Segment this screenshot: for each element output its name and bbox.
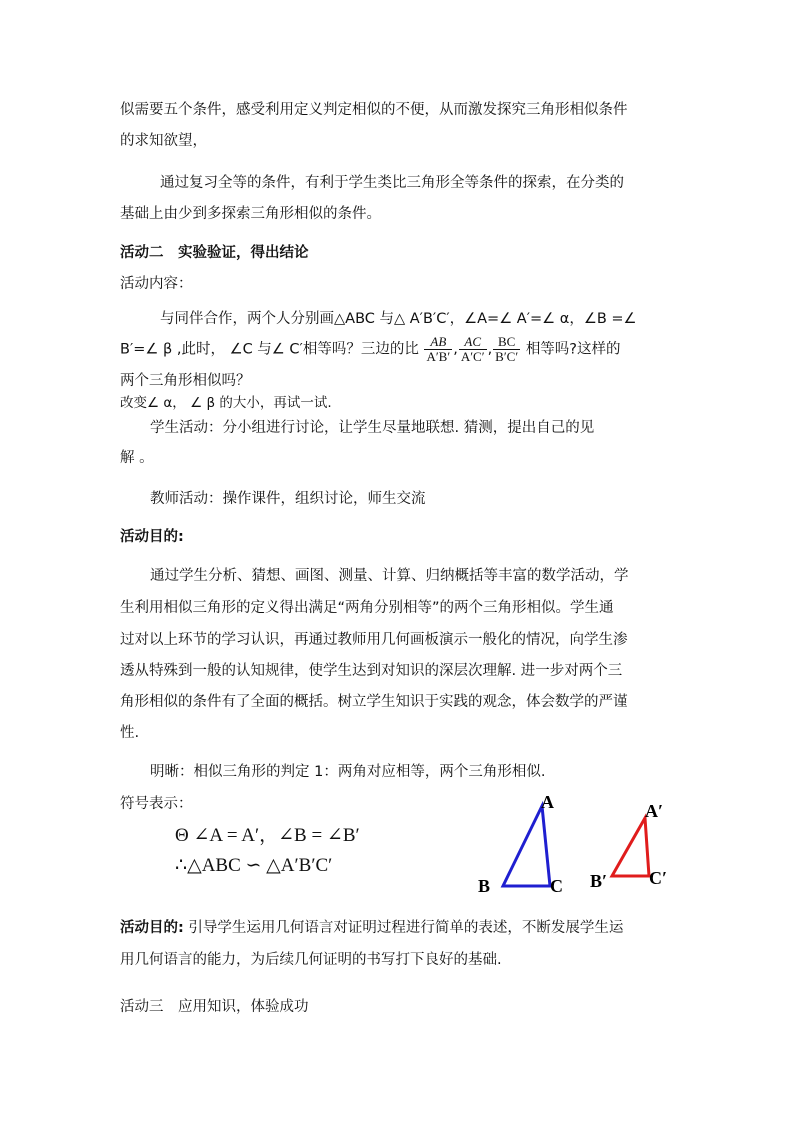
student-activity-line: 学生活动：分小组进行讨论，让学生尽量地联想. 猜测，提出自己的见 <box>150 420 595 436</box>
vertex-label-a-prime: A′ <box>645 801 664 821</box>
vertex-label-b: B <box>478 876 491 896</box>
vertex-label-b-prime: B′ <box>590 871 608 891</box>
goal2-line <box>120 918 623 938</box>
goal2-line: 用几何语言的能力，为后续几何证明的书写打下良好的基础. <box>120 952 502 968</box>
goal-line: 透从特殊到一般的认知规律，使学生达到对知识的深层次理解. 进一步对两个三 <box>120 663 623 679</box>
triangle-abc <box>503 806 550 886</box>
section-heading-activity2: 活动二 实验验证，得出结论 <box>120 245 309 261</box>
section-heading-activity3: 活动三 应用知识，体验成功 <box>120 999 309 1015</box>
text: 相等吗?这样的 <box>525 341 621 358</box>
goal-line: 角形相似的条件有了全面的概括。树立学生知识于实践的观念，体会数学的严谨 <box>120 694 628 710</box>
para-line: 与同伴合作，两个人分别画△ABC 与△ A′B′C′，∠A=∠ A′=∠ α，∠B =∠ <box>160 311 637 327</box>
para-line: 两个三角形相似吗？ <box>120 373 251 389</box>
goal-label: 活动目的: <box>120 529 184 545</box>
goal-line: 生利用相似三角形的定义得出满足“两角分别相等”的两个三角形相似。学生通 <box>120 600 614 616</box>
fraction-denominator: A′C′ <box>460 349 485 364</box>
goal2-text: 引导学生运用几何语言对证明过程进行简单的表述，不断发展学生运 <box>188 920 624 936</box>
goal-line: 通过学生分析、猜想、画图、测量、计算、归纳概括等丰富的数学活动，学 <box>150 568 629 584</box>
fraction-denominator: B′C′ <box>495 349 519 364</box>
para-line: 基础上由少到多探索三角形相似的条件。 <box>120 206 381 222</box>
goal-line: 性. <box>120 725 140 741</box>
triangle-a-prime-b-prime-c-prime <box>612 818 649 876</box>
para-line: 改变∠ α， ∠ β 的大小，再试一试. <box>120 395 332 411</box>
vertex-label-a: A <box>541 792 554 812</box>
vertex-label-c-prime: C′ <box>649 868 668 888</box>
para-line: 似需要五个条件，感受利用定义判定相似的不便，从而激发探究三角形相似条件 <box>120 102 628 118</box>
theorem: 明晰：相似三角形的判定 1：两角对应相等，两个三角形相似. <box>150 764 546 780</box>
fraction-denominator: A′B′ <box>426 349 451 364</box>
para-line-with-fractions: B′=∠ β ,此时， ∠C 与∠ C′相等吗？三边的比 $\frac{AB}{A'B'}$ , $\frac{AC}{A'C'}$ , $\frac{BC}{B'C'}$ 相等吗?这样的 <box>120 334 621 364</box>
math-given: Θ ∠A = A′，∠B = ∠B′ <box>175 825 360 846</box>
text: B′=∠ β ,此时， ∠C 与∠ C′相等吗？三边的比 <box>120 341 419 358</box>
para-line: 的求知欲望， <box>120 133 207 149</box>
teacher-activity: 教师活动：操作课件，组织讨论，师生交流 <box>150 491 426 507</box>
content-label: 活动内容： <box>120 276 193 292</box>
fraction-numerator: BC <box>493 335 520 350</box>
fraction-numerator: AB <box>424 335 452 350</box>
symbol-label: 符号表示： <box>120 796 193 812</box>
goal-line: 过对以上环节的学习认识，再通过教师用几何画板演示一般化的情况，向学生渗 <box>120 632 628 648</box>
math-conclusion: ∴△ABC ∽ △A′B′C′ <box>175 855 333 876</box>
student-activity-line: 解 。 <box>120 450 154 466</box>
para-line: 通过复习全等的条件，有利于学生类比三角形全等条件的探索，在分类的 <box>160 175 624 191</box>
fraction-numerator: AC <box>459 335 487 350</box>
goal2-label: 活动目的: <box>120 920 184 936</box>
vertex-label-c: C <box>550 876 563 896</box>
